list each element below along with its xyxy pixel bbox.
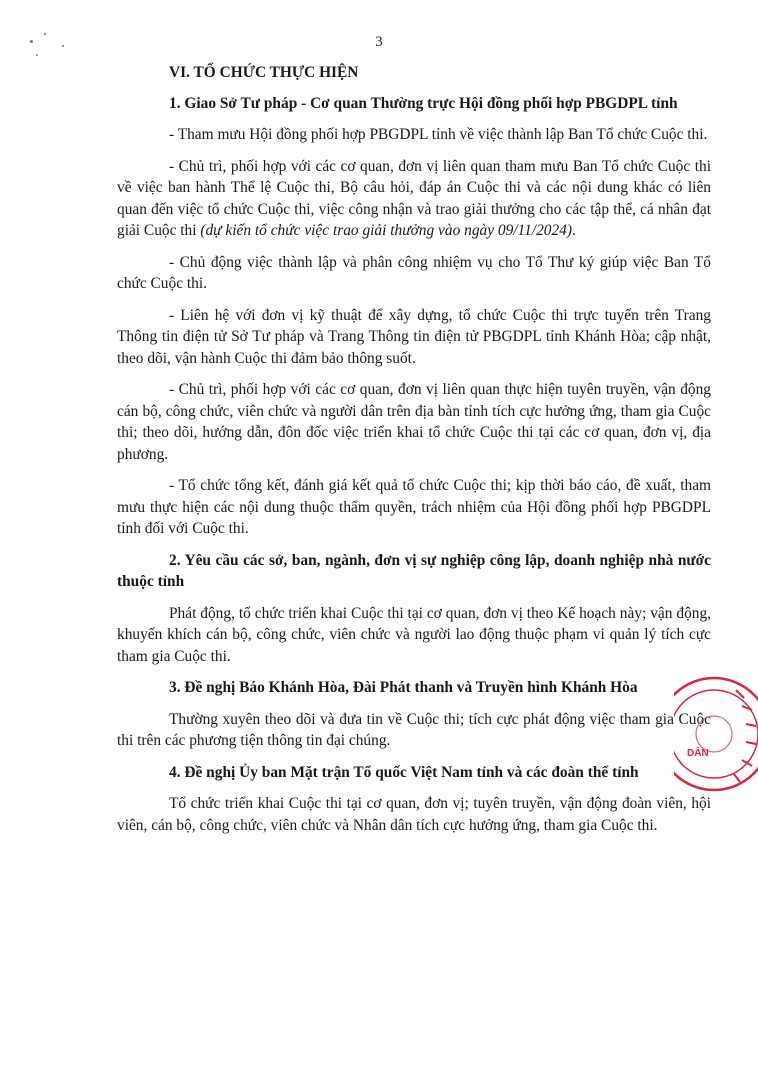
paragraph-italic-note: (dự kiến tổ chức việc trao giải thưởng vào ngày 09/11/2024) <box>200 222 572 239</box>
subsection-heading-1: 1. Giao Sở Tư pháp - Cơ quan Thường trực Hội đồng phối hợp PBGDPL tỉnh <box>169 94 678 112</box>
seal-graphic <box>674 668 758 798</box>
subsection-heading-4: 4. Đề nghị Ủy ban Mặt trận Tổ quốc Việt Nam tỉnh và các đoàn thể tỉnh <box>169 763 639 781</box>
page-number: 3 <box>375 34 383 50</box>
section-title: VI. TỔ CHỨC THỰC HIỆN <box>169 64 359 81</box>
official-seal <box>674 668 758 798</box>
paragraph: - Chủ động việc thành lập và phân công nhiệm vụ cho Tổ Thư ký giúp việc Ban Tổ chức Cuộc thi. <box>117 253 711 292</box>
seal-text: DÂN <box>687 748 709 759</box>
document-body <box>117 62 711 846</box>
paragraph <box>117 156 711 242</box>
paragraph: - Tổ chức tổng kết, đánh giá kết quả tổ chức Cuộc thi; kịp thời báo cáo, đề xuất, tham mưu thực hiện các nội dung thuộc thẩm quyền, trách nhiệm của Hội đồng phối hợp PBGDPL tỉnh đối với Cuộc thi. <box>117 477 711 537</box>
paragraph: - Liên hệ với đơn vị kỹ thuật để xây dựng, tổ chức Cuộc thi trực tuyến trên Trang Thông tin điện tử Sở Tư pháp và Trang Thông tin điện tử PBGDPL tỉnh Khánh Hòa; cập nhật, theo dõi, vận hành Cuộc thi đảm bảo thông suốt. <box>117 306 711 367</box>
subsection-heading-2: 2. Yêu cầu các sở, ban, ngành, đơn vị sự nghiệp công lập, doanh nghiệp nhà nước thuộc tỉnh <box>117 551 711 590</box>
paragraph: - Tham mưu Hội đồng phối hợp PBGDPL tỉnh về việc thành lập Ban Tổ chức Cuộc thi. <box>169 126 708 143</box>
paragraph: Thường xuyên theo dõi và đưa tin về Cuộc thi; tích cực phát động việc tham gia Cuộc thi trên các phương tiện thông tin đại chúng. <box>117 710 711 749</box>
paragraph: Tổ chức triển khai Cuộc thi tại cơ quan, đơn vị; tuyên truyền, vận động đoàn viên, hội viên, cán bộ, công chức, viên chức và Nhân dân tích cực hưởng ứng, tham gia Cuộc thi. <box>117 795 711 834</box>
paragraph: Phát động, tổ chức triển khai Cuộc thi tại cơ quan, đơn vị theo Kế hoạch này; vận động, khuyến khích cán bộ, công chức, viên chức và người lao động thuộc phạm vi quản lý tích cực tham gia Cuộc thi. <box>117 604 711 665</box>
subsection-heading-3: 3. Đề nghị Báo Khánh Hòa, Đài Phát thanh và Truyền hình Khánh Hòa <box>169 679 638 696</box>
paragraph-tail: . <box>571 222 576 239</box>
paragraph-text: - Chủ trì, phối hợp với các cơ quan, đơn vị liên quan tham mưu Ban Tổ chức Cuộc thi về việc ban hành Thể lệ Cuộc thi, Bộ câu hỏi, đáp án Cuộc thi và các nội dung khác có liên quan đến việc tổ chức Cuộc thi, việc công nhận và trao giải thưởng cho các tập thể, cá nhân đạt giải Cuộc thi <box>117 157 711 239</box>
scan-speck <box>36 54 38 56</box>
paragraph: - Chủ trì, phối hợp với các cơ quan, đơn vị liên quan thực hiện tuyên truyền, vận động cán bộ, công chức, viên chức và người dân trên địa bàn tỉnh tích cực hưởng ứng, tham gia Cuộc thi; theo dõi, hướng dẫn, đôn đốc việc triển khai tổ chức Cuộc thi tại các cơ quan, đơn vị, địa phương. <box>117 381 711 463</box>
